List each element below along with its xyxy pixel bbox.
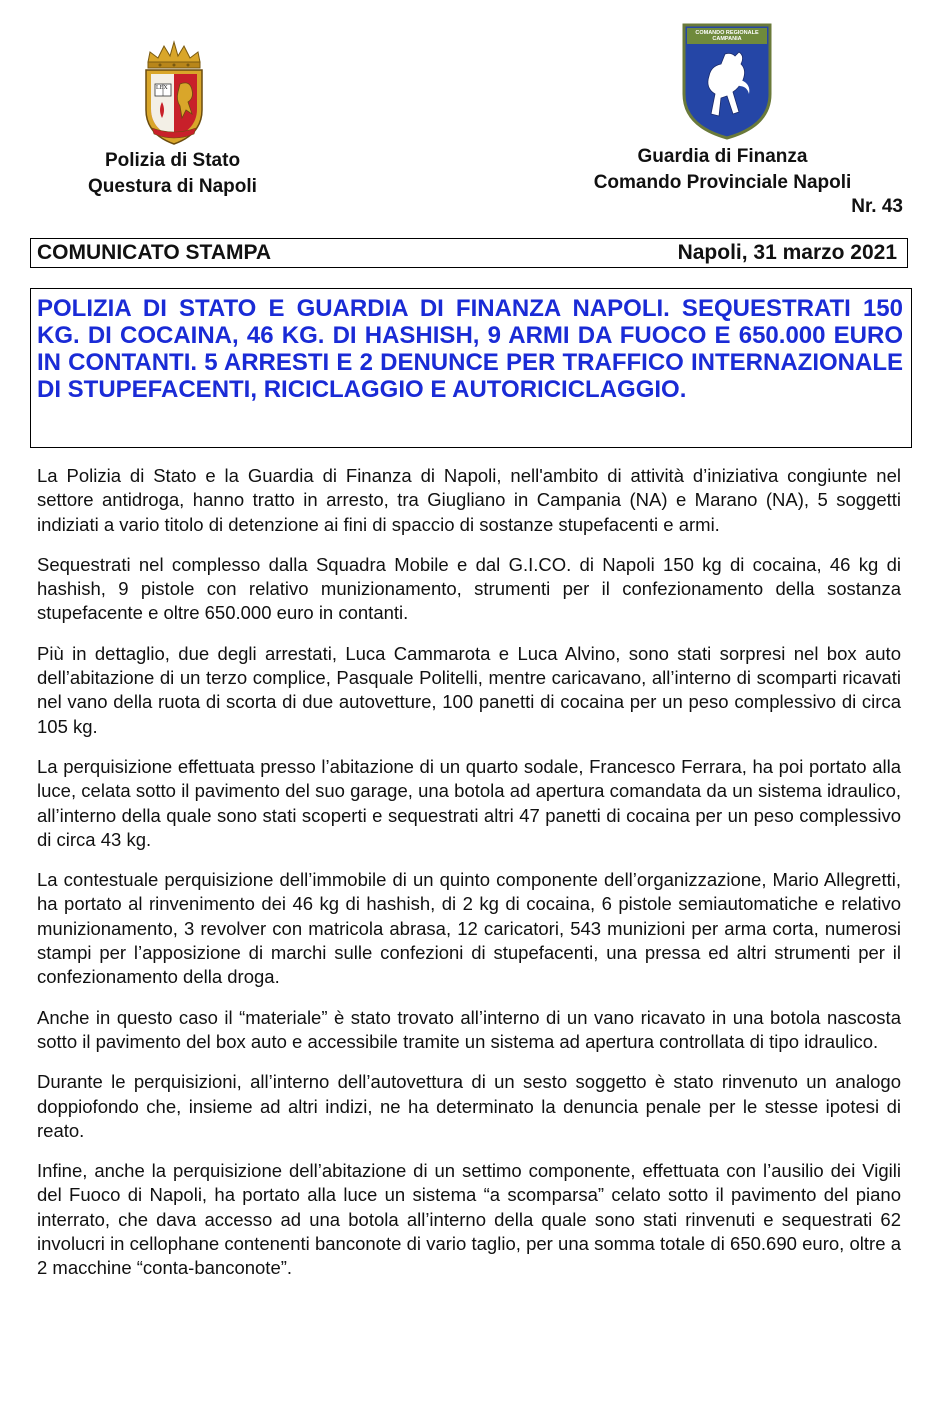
paragraph: La perquisizione effettuata presso l’abitazione di un quarto sodale, Francesco Ferrara, ha poi portato alla luce, celata sotto il pavimento del suo garage, una botola ad apertura comandata da un sistema idraulico, all’interno della quale sono stati scoperti e sequestrati altri 47 panetti di cocaina per un peso complessivo di circa 43 kg.	[37, 755, 901, 850]
gdf-organization-name	[540, 144, 905, 196]
paragraph: Anche in questo caso il “materiale” è stato trovato all’interno di un vano ricavato in una botola nascosta sotto il pavimento del box auto e accessibile tramite un sistema ad apertura controllata di tipo idraulico.	[37, 1006, 901, 1052]
paragraph: La Polizia di Stato e la Guardia di Finanza di Napoli, nell'ambito di attività d’iniziativa congiunte nel settore antidroga, hanno tratto in arresto, tra Giugliano in Campania (NA) e Marano (NA), 5 soggetti indiziati a vario titolo di detenzione ai fini di spaccio di sostanze stupefacenti e armi.	[37, 465, 901, 535]
paragraph: Sequestrati nel complesso dalla Squadra Mobile e dal G.I.CO. di Napoli 150 kg di cocaina, 46 kg di hashish, 9 pistole con relativo munizionamento, strumenti per il confezionamento della sostanza stupefacente e oltre 650.000 euro in contanti.	[37, 553, 901, 624]
paragraph: Più in dettaglio, due degli arrestati, Luca Cammarota e Luca Alvino, sono stati sorpresi nel box auto dell’abitazione di un terzo complice, Pasquale Politelli, mentre caricavano, all’interno di scomparti ricavati nel vano della ruota di scorta di due autovetture, 100 panetti di cocaina per un peso complessivo di circa 105 kg.	[37, 642, 901, 737]
gdf-org-line1: Guardia di Finanza	[637, 146, 808, 167]
press-release-date: Napoli, 31 marzo 2021	[677, 241, 897, 264]
paragraph: La contestuale perquisizione dell’immobile di un quinto componente dell’organizzazione, Mario Allegretti, ha portato al rinvenimento dei 46 kg di hashish, di 2 kg di cocaina, 6 pistole semiautomatiche e relativo munizionamento, 3 revolver con matricola abrasa, 12 caricatori, 543 munizioni per arma corta, numerosi stampi per l’apposizione di marchi sulle confezioni di stupefacenti, una pressa ed altri strumenti per il confezionamento della droga.	[37, 869, 901, 988]
police-organization-name	[60, 148, 285, 200]
gdf-emblem-text: COMANDO REGIONALE CAMPANIA	[695, 30, 759, 42]
paragraph: Durante le perquisizioni, all’interno dell’autovettura di un sesto soggetto è stato rinvenuto un analogo doppiofondo che, insieme ad altri indizi, ne ha determinato la denuncia penale per le stesse ipotesi di reato.	[37, 1071, 901, 1141]
gdf-org-line2: Comando Provinciale Napoli	[593, 172, 852, 193]
press-release-label: COMUNICATO STAMPA	[37, 241, 272, 264]
police-org-line2: Questura di Napoli	[88, 176, 257, 197]
headline: POLIZIA DI STATO E GUARDIA DI FINANZA NAPOLI. SEQUESTRATI 150 KG. DI COCAINA, 46 KG. DI HASHISH, 9 ARMI DA FUOCO E 650.000 EURO IN CONTANTI. 5 ARRESTI E 2 DENUNCE PER TRAFFICO INTERNAZIONALE DI STUPEFACENTI, RICICLAGGIO E AUTORICICLAGGIO.	[37, 295, 903, 403]
paragraph: Infine, anche la perquisizione dell’abitazione di un settimo componente, effettuata con l’ausilio dei Vigili del Fuoco di Napoli, ha portato alla luce un sistema “a scomparsa” celato sotto il pavimento del piano interrato, che dava accesso ad una botola all’interno della quale sono stati rinvenuti e sequestrati 62 involucri in cellophane contenenti banconote di vario taglio, per una somma totale di 650.690 euro, oltre a 2 macchine “conta-banconote”.	[37, 1160, 901, 1279]
police-emblem-text: LEX	[156, 85, 168, 91]
polizia-di-stato-emblem-icon	[140, 40, 208, 150]
article-body	[37, 464, 901, 1297]
release-number: Nr. 43	[851, 196, 903, 217]
press-release-bar	[30, 238, 908, 268]
police-org-line1: Polizia di Stato	[104, 150, 241, 171]
headline-box	[30, 288, 912, 448]
